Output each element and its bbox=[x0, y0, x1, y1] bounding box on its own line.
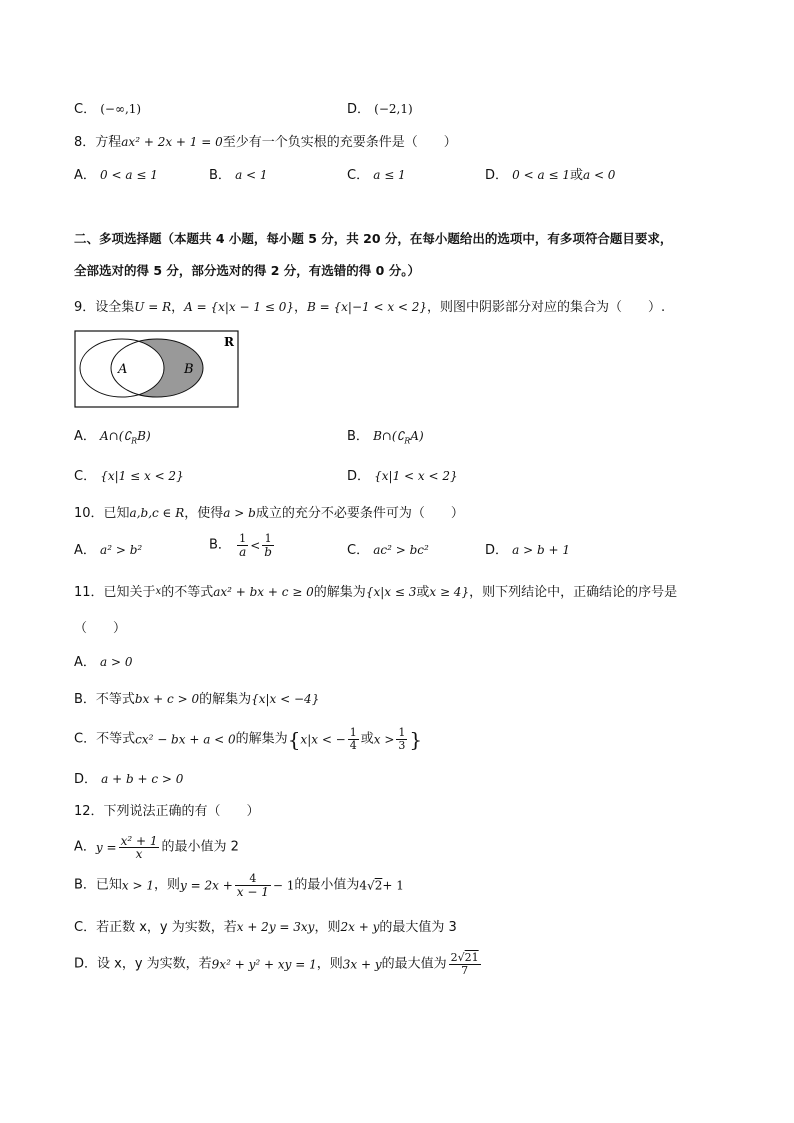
option-expr: B) bbox=[137, 429, 151, 443]
stem-text: 成立的充分不必要条件可为（ ） bbox=[255, 506, 464, 521]
option-expr: ac² > bc² bbox=[373, 543, 429, 557]
q12-option-a bbox=[74, 835, 239, 860]
option-expr: a > 0 bbox=[100, 655, 133, 669]
right-brace: } bbox=[409, 727, 423, 752]
sqrt-sign: √ bbox=[367, 878, 375, 893]
option-expr: y = 2x + bbox=[180, 878, 233, 893]
option-letter: C． bbox=[347, 543, 370, 558]
option-expr: x|x < − bbox=[300, 732, 346, 747]
option-expr: A) bbox=[410, 429, 424, 443]
option-text: B．已知 bbox=[74, 877, 122, 893]
section-heading-line1: 二、多项选择题（本题共 4 小题，每小题 5 分，共 20 分，在每小题给出的选项中，有多项符合题目要求， bbox=[74, 231, 673, 246]
option-letter: C． bbox=[74, 102, 97, 117]
option-expr: 3x + y bbox=[342, 957, 382, 972]
stem-text: 的不等式 bbox=[161, 585, 214, 600]
section-heading-line2: 全部选对的得 5 分，部分选对的得 2 分，有选错的得 0 分。） bbox=[74, 263, 420, 278]
option-expr: bx + c > 0 bbox=[134, 692, 200, 706]
q10-option-b bbox=[209, 533, 276, 558]
option-text: D．设 x，y 为实数，若 bbox=[74, 956, 212, 972]
option-expr: {x|1 < x < 2} bbox=[374, 469, 458, 483]
q12-option-b bbox=[74, 873, 404, 898]
stem-expr: a > b bbox=[223, 506, 256, 520]
denominator: a bbox=[239, 545, 247, 559]
option-expr: a < 1 bbox=[235, 168, 268, 182]
denominator: x − 1 bbox=[236, 885, 269, 899]
option-letter: D． bbox=[347, 469, 371, 484]
stem-expr: B = {x|−1 < x < 2} bbox=[307, 300, 428, 314]
complement-subscript: R bbox=[404, 436, 411, 446]
option-expr: − 1 bbox=[272, 878, 295, 893]
option-expr: {x|1 ≤ x < 2} bbox=[100, 469, 184, 483]
option-text: ，则 bbox=[154, 877, 181, 893]
q12-stem: 12．下列说法正确的有（ ） bbox=[74, 804, 260, 819]
operator: < bbox=[250, 538, 261, 553]
stem-expr: U = R bbox=[134, 300, 172, 314]
numerator: 1 bbox=[262, 533, 274, 546]
q11-option-b bbox=[74, 690, 319, 709]
fraction bbox=[262, 533, 274, 558]
option-expr: x > 1 bbox=[121, 878, 155, 893]
venn-label-a: A bbox=[118, 362, 128, 377]
option-letter: A． bbox=[74, 655, 96, 670]
venn-label-b: B bbox=[184, 362, 194, 377]
option-letter: B． bbox=[209, 168, 231, 183]
option-expr: 4 bbox=[359, 878, 368, 893]
option-expr: {x|x < −4} bbox=[251, 692, 320, 706]
left-brace: { bbox=[287, 727, 301, 752]
stem-expr: a,b,c ∈ R bbox=[129, 506, 185, 520]
or-text: 或 bbox=[569, 168, 583, 183]
option-text: ，则 bbox=[314, 920, 341, 935]
option-letter: A． bbox=[74, 543, 96, 558]
q8-option-a bbox=[74, 166, 158, 185]
q9-option-c bbox=[74, 467, 184, 486]
stem-expr: {x|x ≤ 3 bbox=[365, 585, 417, 599]
option-text: 的最大值为 3 bbox=[379, 920, 457, 935]
stem-text: ，使得 bbox=[184, 506, 224, 521]
sqrt-radicand: 2 bbox=[374, 878, 383, 893]
denominator: 7 bbox=[461, 964, 469, 977]
option-expr: cx² − bx + a < 0 bbox=[135, 732, 236, 747]
option-text: 的解集为 bbox=[199, 692, 252, 707]
stem-expr: A = {x|x − 1 ≤ 0} bbox=[184, 300, 294, 314]
coefficient: 2 bbox=[450, 951, 458, 964]
q11-stem bbox=[74, 583, 677, 602]
option-expr: a² > b² bbox=[100, 543, 143, 557]
stem-text: ，则图中阴影部分对应的集合为（ ）. bbox=[427, 300, 666, 315]
option-expr: B∩(∁ bbox=[373, 429, 405, 443]
q8-stem bbox=[74, 133, 457, 152]
option-letter: A． bbox=[74, 839, 96, 855]
q7-option-c bbox=[74, 100, 141, 119]
q10-option-d bbox=[485, 541, 570, 560]
q12-option-d bbox=[74, 952, 483, 977]
or-text: 或 bbox=[416, 585, 430, 600]
option-expr: (−∞,1) bbox=[100, 102, 142, 116]
numerator: 4 bbox=[235, 873, 271, 886]
option-expr: 0 < a ≤ 1 bbox=[512, 168, 570, 182]
sep: ， bbox=[293, 300, 307, 315]
q8-option-b bbox=[209, 166, 268, 185]
option-letter: B． bbox=[209, 537, 231, 553]
complement-subscript: R bbox=[131, 436, 138, 446]
option-expr: a ≤ 1 bbox=[373, 168, 406, 182]
q11-answer-paren: （ ） bbox=[74, 621, 127, 636]
option-expr: a < 0 bbox=[582, 168, 616, 182]
fraction bbox=[348, 727, 359, 752]
option-text: C．若正数 x，y 为实数，若 bbox=[74, 920, 237, 935]
numerator: x² + 1 bbox=[120, 834, 158, 848]
or-text: 或 bbox=[360, 731, 374, 747]
denominator: b bbox=[264, 545, 272, 559]
stem-text: 11．已知关于 bbox=[74, 585, 156, 600]
stem-expr: x ≥ 4} bbox=[429, 585, 470, 599]
stem-text: 至少有一个负实根的充要条件是（ ） bbox=[222, 135, 457, 150]
option-letter: B． bbox=[347, 429, 369, 444]
option-text: B．不等式 bbox=[74, 692, 135, 707]
fraction bbox=[449, 952, 481, 977]
option-expr: 2x + y bbox=[340, 920, 380, 934]
sqrt-sign: √ bbox=[457, 951, 465, 964]
option-expr: A∩(∁ bbox=[100, 429, 132, 443]
stem-text: 的解集为 bbox=[313, 585, 366, 600]
option-expr: a + b + c > 0 bbox=[101, 772, 184, 786]
q10-option-c bbox=[347, 541, 429, 560]
denominator: x bbox=[135, 847, 143, 861]
option-expr: a > b + 1 bbox=[512, 543, 570, 557]
fraction bbox=[235, 873, 271, 898]
option-text: 的解集为 bbox=[235, 731, 288, 747]
q10-option-a bbox=[74, 541, 142, 560]
option-expr: (−2,1) bbox=[374, 102, 413, 116]
stem-text: 9．设全集 bbox=[74, 300, 135, 315]
option-letter: A． bbox=[74, 429, 96, 444]
stem-expr: ax² + bx + c ≥ 0 bbox=[213, 585, 314, 599]
stem-expr: x bbox=[155, 586, 162, 597]
option-letter: C． bbox=[74, 469, 97, 484]
option-expr: y = bbox=[95, 840, 117, 855]
option-expr: 9x² + y² + xy = 1 bbox=[211, 957, 317, 972]
q11-option-c bbox=[74, 727, 422, 752]
numerator: 1 bbox=[398, 726, 406, 739]
option-letter: D． bbox=[74, 772, 98, 787]
q9-option-d bbox=[347, 467, 458, 486]
sqrt-radicand: 21 bbox=[464, 951, 479, 964]
option-expr: 0 < a ≤ 1 bbox=[100, 168, 158, 182]
venn-diagram bbox=[74, 330, 240, 410]
q8-option-d bbox=[485, 166, 615, 185]
q9-option-b bbox=[347, 427, 424, 451]
sep: ， bbox=[171, 300, 185, 315]
q9-stem bbox=[74, 298, 665, 317]
option-expr: + 1 bbox=[382, 878, 404, 893]
q8-option-c bbox=[347, 166, 406, 185]
option-expr: x > bbox=[373, 732, 395, 747]
stem-text: 8．方程 bbox=[74, 135, 122, 150]
option-letter: D． bbox=[485, 168, 509, 183]
fraction bbox=[237, 533, 248, 558]
q12-option-c bbox=[74, 918, 457, 937]
numerator: 1 bbox=[349, 726, 357, 739]
option-expr: x + 2y = 3xy bbox=[236, 920, 315, 934]
option-text: 的最大值为 bbox=[381, 956, 447, 972]
q7-option-d bbox=[347, 100, 413, 119]
fraction bbox=[396, 727, 407, 752]
q11-option-d bbox=[74, 770, 183, 789]
option-text: ，则 bbox=[316, 956, 343, 972]
denominator: 3 bbox=[398, 739, 406, 752]
stem-text: ，则下列结论中，正确结论的序号是 bbox=[469, 585, 678, 600]
option-text: 的最小值为 bbox=[294, 877, 360, 893]
option-letter: D． bbox=[347, 102, 371, 117]
q9-option-a bbox=[74, 427, 151, 451]
fraction bbox=[119, 835, 160, 860]
stem-expr: ax² + 2x + 1 = 0 bbox=[121, 135, 223, 149]
option-text: 的最小值为 2 bbox=[161, 839, 239, 855]
q10-stem bbox=[74, 504, 464, 523]
option-letter: C． bbox=[347, 168, 370, 183]
option-text: C．不等式 bbox=[74, 731, 136, 747]
option-letter: D． bbox=[485, 543, 509, 558]
q11-option-a bbox=[74, 653, 133, 672]
denominator: 4 bbox=[349, 739, 357, 752]
stem-text: 10．已知 bbox=[74, 506, 130, 521]
venn-label-r: R bbox=[224, 335, 234, 349]
option-letter: A． bbox=[74, 168, 96, 183]
numerator: 1 bbox=[237, 533, 248, 546]
